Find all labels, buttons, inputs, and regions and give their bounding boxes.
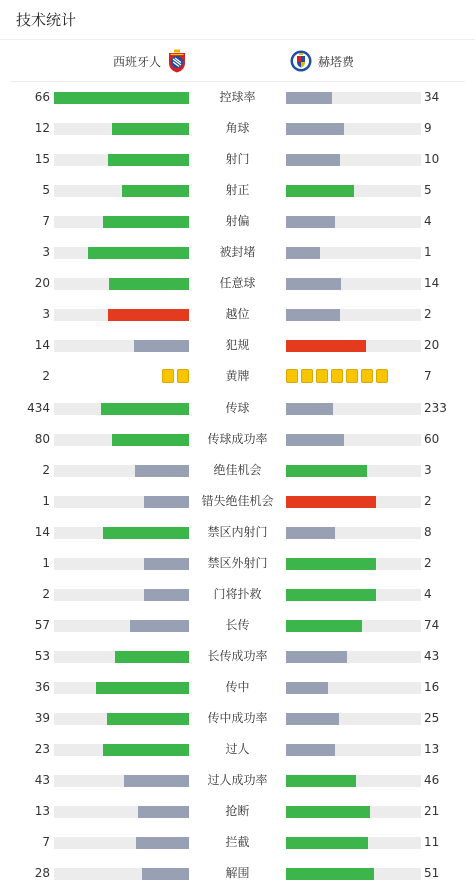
stat-label: 解围 xyxy=(225,866,250,881)
home-bar xyxy=(138,806,189,818)
stat-row xyxy=(0,610,475,641)
away-bar xyxy=(286,868,374,880)
yellow-card-icon xyxy=(361,369,373,383)
stat-row xyxy=(0,703,475,734)
stat-row xyxy=(0,393,475,424)
away-bar-track xyxy=(286,403,421,415)
home-value: 1 xyxy=(42,555,50,570)
stat-row xyxy=(0,206,475,237)
teams-row xyxy=(10,40,465,82)
home-value: 7 xyxy=(42,214,50,229)
home-bar-track xyxy=(54,340,189,352)
away-value: 16 xyxy=(424,679,440,694)
away-bar xyxy=(286,247,320,259)
away-bar-track xyxy=(286,465,421,477)
home-value: 2 xyxy=(42,586,50,601)
stat-label: 错失绝佳机会 xyxy=(201,493,274,508)
getafe-crest-icon xyxy=(290,49,312,73)
away-bar xyxy=(286,496,376,508)
away-bar xyxy=(286,620,362,632)
home-bar-track xyxy=(54,713,189,725)
home-value: 43 xyxy=(34,773,50,788)
page-title: 技术统计 xyxy=(16,11,77,29)
away-bar-track xyxy=(286,496,421,508)
away-value: 51 xyxy=(424,866,440,881)
home-value: 2 xyxy=(42,369,50,384)
home-value: 3 xyxy=(42,245,50,260)
away-bar xyxy=(286,278,341,290)
stat-row xyxy=(0,113,475,144)
home-bar xyxy=(88,247,189,259)
stat-row xyxy=(0,299,475,330)
stat-row xyxy=(0,517,475,548)
home-value: 80 xyxy=(34,431,50,446)
home-bar xyxy=(112,123,189,135)
home-bar xyxy=(124,775,189,787)
away-value: 3 xyxy=(424,462,432,477)
home-bar-track xyxy=(54,837,189,849)
away-bar xyxy=(286,309,340,321)
away-bar-track xyxy=(286,434,421,446)
home-bar xyxy=(103,744,189,756)
stat-row xyxy=(0,330,475,361)
home-bar-track xyxy=(54,185,189,197)
home-bar-track xyxy=(54,496,189,508)
home-bar xyxy=(103,527,189,539)
home-bar-track xyxy=(54,278,189,290)
yellow-card-icon xyxy=(316,369,328,383)
home-bar-track xyxy=(54,775,189,787)
away-bar xyxy=(286,403,333,415)
home-bar-track xyxy=(54,434,189,446)
yellow-card-icon xyxy=(331,369,343,383)
home-value: 15 xyxy=(34,152,50,167)
home-team[interactable] xyxy=(113,40,187,82)
away-bar-track xyxy=(286,340,421,352)
home-bar xyxy=(130,620,189,632)
away-bar-track xyxy=(286,806,421,818)
home-value: 7 xyxy=(42,835,50,850)
home-value: 39 xyxy=(34,711,50,725)
home-bar xyxy=(101,403,189,415)
away-value: 1 xyxy=(424,245,432,260)
away-bar xyxy=(286,340,366,352)
home-bar-track xyxy=(54,247,189,259)
away-bar xyxy=(286,527,335,539)
stat-row xyxy=(0,361,475,392)
yellow-card-icon xyxy=(376,369,388,383)
home-value: 13 xyxy=(34,804,50,819)
home-bar xyxy=(144,589,189,601)
away-value: 9 xyxy=(424,121,432,136)
stat-row xyxy=(0,144,475,175)
away-bar-track xyxy=(286,868,421,880)
stat-label: 射门 xyxy=(225,152,250,167)
home-bar xyxy=(144,496,189,508)
away-value: 25 xyxy=(424,711,440,725)
away-bar xyxy=(286,434,344,446)
home-bar-track xyxy=(54,527,189,539)
away-value: 14 xyxy=(424,276,440,291)
home-bar xyxy=(108,309,189,321)
yellow-card-icon xyxy=(301,369,313,383)
away-bar xyxy=(286,92,332,104)
stat-label: 被封堵 xyxy=(219,245,256,260)
stat-row xyxy=(0,641,475,672)
away-bar xyxy=(286,154,340,166)
stat-row xyxy=(0,579,475,610)
home-value: 1 xyxy=(42,493,50,508)
home-value: 23 xyxy=(34,742,50,757)
away-bar-track xyxy=(286,123,421,135)
home-bar xyxy=(135,465,189,477)
away-value: 4 xyxy=(424,586,432,601)
home-bar xyxy=(112,434,189,446)
espanyol-crest-icon xyxy=(167,49,187,73)
home-bar-track xyxy=(54,92,189,104)
home-bar-track xyxy=(54,216,189,228)
away-bar-track xyxy=(286,589,421,601)
stat-label: 犯规 xyxy=(225,338,250,353)
away-bar xyxy=(286,465,367,477)
away-value: 13 xyxy=(424,742,440,757)
stat-label: 长传成功率 xyxy=(207,648,268,663)
away-yellow-cards xyxy=(286,369,388,383)
away-bar xyxy=(286,216,335,228)
away-value: 21 xyxy=(424,804,440,819)
stat-row xyxy=(0,858,475,888)
home-bar xyxy=(144,558,189,570)
away-value: 7 xyxy=(424,369,432,384)
home-value: 5 xyxy=(42,183,50,198)
away-bar-track xyxy=(286,309,421,321)
away-bar-track xyxy=(286,247,421,259)
stat-row xyxy=(0,796,475,827)
stat-label: 拦截 xyxy=(225,835,250,850)
stat-label: 射偏 xyxy=(225,214,250,229)
stat-label: 禁区外射门 xyxy=(207,555,268,570)
away-bar-track xyxy=(286,92,421,104)
home-bar xyxy=(108,154,189,166)
stat-row xyxy=(0,765,475,796)
home-value: 12 xyxy=(34,121,50,136)
stat-label: 抢断 xyxy=(225,804,250,819)
home-bar-track xyxy=(54,154,189,166)
away-bar-track xyxy=(286,744,421,756)
home-bar xyxy=(136,837,189,849)
home-bar xyxy=(96,682,189,694)
home-value: 53 xyxy=(34,648,50,663)
home-bar-track xyxy=(54,465,189,477)
home-bar-track xyxy=(54,744,189,756)
away-bar-track xyxy=(286,216,421,228)
away-bar xyxy=(286,775,356,787)
stat-row xyxy=(0,175,475,206)
away-bar-track xyxy=(286,837,421,849)
away-team[interactable] xyxy=(290,40,354,82)
stat-row xyxy=(0,268,475,299)
away-value: 74 xyxy=(424,617,440,632)
home-bar-track xyxy=(54,620,189,632)
yellow-card-icon xyxy=(162,369,174,383)
yellow-card-icon xyxy=(177,369,189,383)
home-value: 20 xyxy=(34,276,50,291)
away-value: 11 xyxy=(424,835,440,850)
away-bar xyxy=(286,123,344,135)
home-bar-track xyxy=(54,651,189,663)
home-value: 434 xyxy=(27,400,50,415)
yellow-card-icon xyxy=(346,369,358,383)
away-bar-track xyxy=(286,558,421,570)
home-value: 2 xyxy=(42,462,50,477)
away-value: 233 xyxy=(424,400,447,415)
home-bar xyxy=(134,340,189,352)
home-bar xyxy=(107,713,189,725)
stat-row xyxy=(0,237,475,268)
stat-row xyxy=(0,672,475,703)
home-bar-track xyxy=(54,123,189,135)
yellow-card-icon xyxy=(286,369,298,383)
stat-label: 过人 xyxy=(225,742,250,757)
away-bar-track xyxy=(286,185,421,197)
stat-label: 控球率 xyxy=(219,90,256,104)
away-bar xyxy=(286,713,339,725)
away-bar-track xyxy=(286,154,421,166)
home-value: 57 xyxy=(34,617,50,632)
stat-label: 禁区内射门 xyxy=(207,524,268,539)
away-bar-track xyxy=(286,527,421,539)
home-yellow-cards xyxy=(162,369,189,383)
away-bar-track xyxy=(286,651,421,663)
away-bar xyxy=(286,558,376,570)
stat-row xyxy=(0,486,475,517)
home-value: 66 xyxy=(34,90,50,104)
home-value: 3 xyxy=(42,307,50,322)
away-team-name: 赫塔费 xyxy=(318,54,355,69)
home-bar-track xyxy=(54,403,189,415)
home-bar xyxy=(103,216,189,228)
stat-label: 射正 xyxy=(225,183,250,198)
stat-row xyxy=(0,734,475,765)
away-value: 4 xyxy=(424,214,432,229)
away-bar xyxy=(286,682,328,694)
away-value: 60 xyxy=(424,431,440,446)
away-value: 8 xyxy=(424,524,432,539)
section-header xyxy=(0,0,475,40)
stat-label: 长传 xyxy=(225,617,250,632)
stat-label: 传球 xyxy=(225,400,250,415)
stat-label: 角球 xyxy=(225,121,250,136)
stat-label: 任意球 xyxy=(219,276,256,291)
home-bar xyxy=(142,868,189,880)
away-bar xyxy=(286,185,354,197)
away-bar-track xyxy=(286,620,421,632)
home-bar xyxy=(54,92,189,104)
home-bar-track xyxy=(54,589,189,601)
home-bar-track xyxy=(54,682,189,694)
stat-label: 门将扑救 xyxy=(213,586,262,601)
stat-label: 过人成功率 xyxy=(207,773,268,788)
stat-row xyxy=(0,548,475,579)
home-bar xyxy=(115,651,189,663)
stat-row xyxy=(0,827,475,858)
home-bar-track xyxy=(54,558,189,570)
away-bar-track xyxy=(286,682,421,694)
away-bar-track xyxy=(286,713,421,725)
home-bar-track xyxy=(54,806,189,818)
away-bar-track xyxy=(286,278,421,290)
away-value: 20 xyxy=(424,338,440,353)
stat-label: 绝佳机会 xyxy=(213,462,262,477)
home-team-name: 西班牙人 xyxy=(113,54,162,69)
stat-label: 传中成功率 xyxy=(207,711,268,725)
away-value: 43 xyxy=(424,648,440,663)
away-bar xyxy=(286,744,335,756)
away-value: 10 xyxy=(424,152,440,167)
stat-row xyxy=(0,424,475,455)
home-value: 14 xyxy=(34,338,50,353)
away-bar xyxy=(286,589,376,601)
away-value: 46 xyxy=(424,773,440,788)
away-value: 2 xyxy=(424,555,432,570)
away-value: 2 xyxy=(424,493,432,508)
stat-label: 越位 xyxy=(225,307,250,322)
home-bar xyxy=(109,278,189,290)
away-bar xyxy=(286,806,370,818)
away-value: 2 xyxy=(424,307,432,322)
away-value: 34 xyxy=(424,90,440,104)
home-bar xyxy=(122,185,190,197)
stat-label: 传球成功率 xyxy=(207,431,268,446)
away-bar xyxy=(286,837,368,849)
stat-label: 黄牌 xyxy=(225,369,250,384)
home-bar-track xyxy=(54,868,189,880)
stat-row xyxy=(0,82,475,113)
stat-row xyxy=(0,455,475,486)
stat-label: 传中 xyxy=(225,679,250,694)
home-value: 14 xyxy=(34,524,50,539)
away-bar xyxy=(286,651,347,663)
home-value: 36 xyxy=(34,679,50,694)
home-bar-track xyxy=(54,309,189,321)
away-bar-track xyxy=(286,775,421,787)
away-value: 5 xyxy=(424,183,432,198)
home-value: 28 xyxy=(34,866,50,881)
